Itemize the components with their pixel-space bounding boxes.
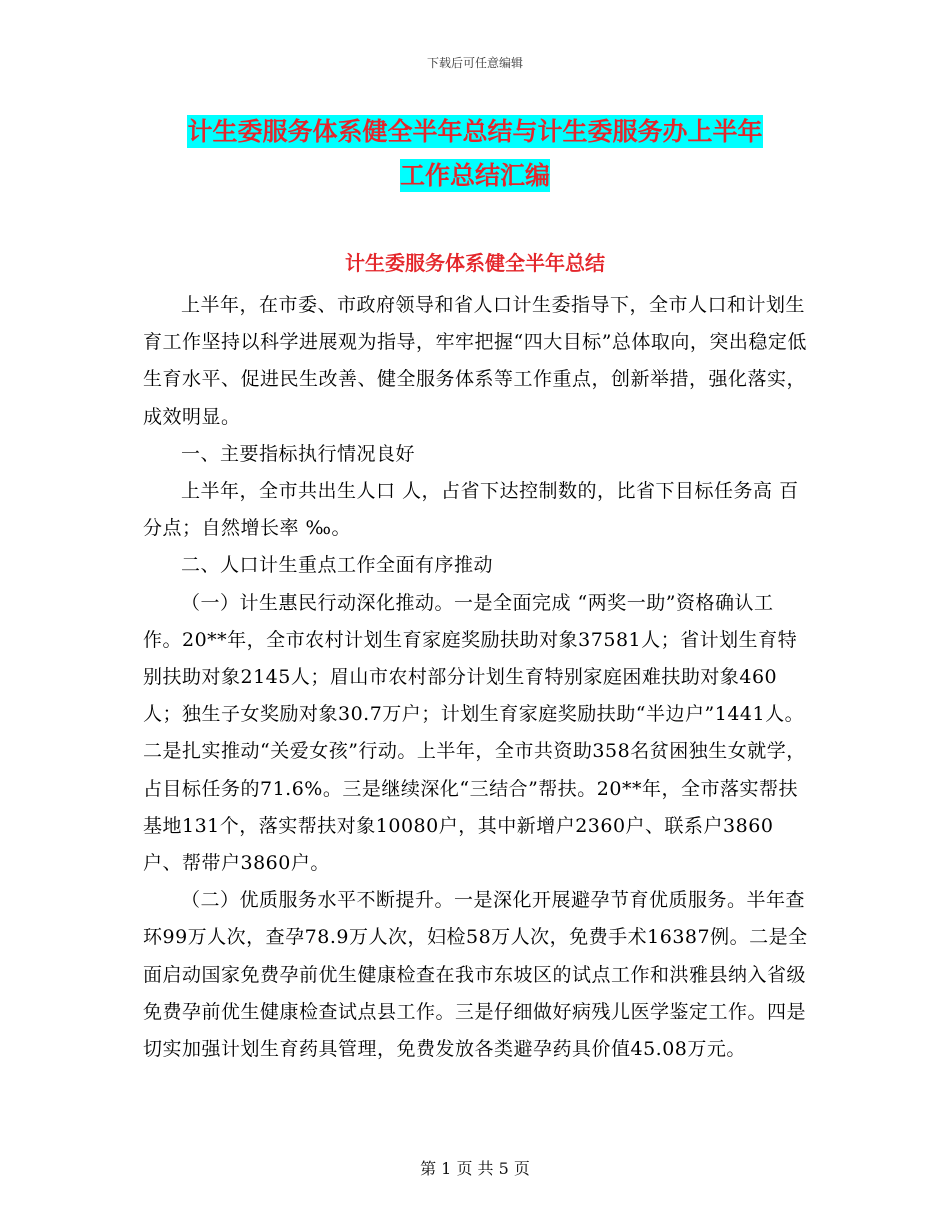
paragraph-heading: 一、主要指标执行情况良好 [181,442,416,465]
paragraph-heading: 二、人口计生重点工作全面有序推动 [181,554,494,577]
paragraph: （二）优质服务水平不断提升。一是深化开展避孕节育优质服务。半年查环99万人次，查孕78.9万人次，妇检58万人次，免费手术16387例。二是全面启动国家免费孕前优生健康检查在我市东坡区的试点工作和洪雅县纳入省级免费孕前优生健康检查试点县工作。三是仔细做好病残儿医学鉴定工作。四是切实加强计划生育药具管理，免费发放各类避孕药具价值45.08万元。 [143,889,808,1061]
header-note: 下载后可任意编辑 [426,56,523,70]
title-line-1: 计生委服务体系健全半年总结与计生委服务办上半年 [187,117,763,146]
paragraph: 上半年，在市委、市政府领导和省人口计生委指导下，全市人口和计划生育工作坚持以科学进展观为指导，牢牢把握“四大目标”总体取向，突出稳定低生育水平、促进民生改善、健全服务体系等工作重点，创新举措，强化落实，成效明显。 [143,294,807,428]
paragraph: （一）计生惠民行动深化推动。一是全面完成 “两奖一助”资格确认工作。20**年，全市农村计划生育家庭奖励扶助对象37581人；省计划生育特别扶助对象2145人；眉山市农村部分计划生育特别家庭困难扶助对象460人；独生子女奖励对象30.7万户；计划生育家庭奖励扶助“半边户”1441人。二是扎实推动“关爱女孩”行动。上半年，全市共资助358名贫困独生女就学，占目标任务的71.6%。三是继续深化“三结合”帮扶。20**年，全市落实帮扶基地131个，落实帮扶对象10080户，其中新增户2360户、联系户3860户、帮带户3860户。 [143,591,806,875]
section-title: 计生委服务体系健全半年总结 [345,251,605,275]
document-title [140,110,810,198]
body-text [143,287,808,1068]
title-line-2: 工作总结汇编 [399,161,550,190]
paragraph: 上半年，全市共出生人口 人，占省下达控制数的，比省下目标任务高 百分点；自然增长率 ‰。 [143,480,799,540]
page-number: 第 1 页 共 5 页 [420,1159,530,1178]
